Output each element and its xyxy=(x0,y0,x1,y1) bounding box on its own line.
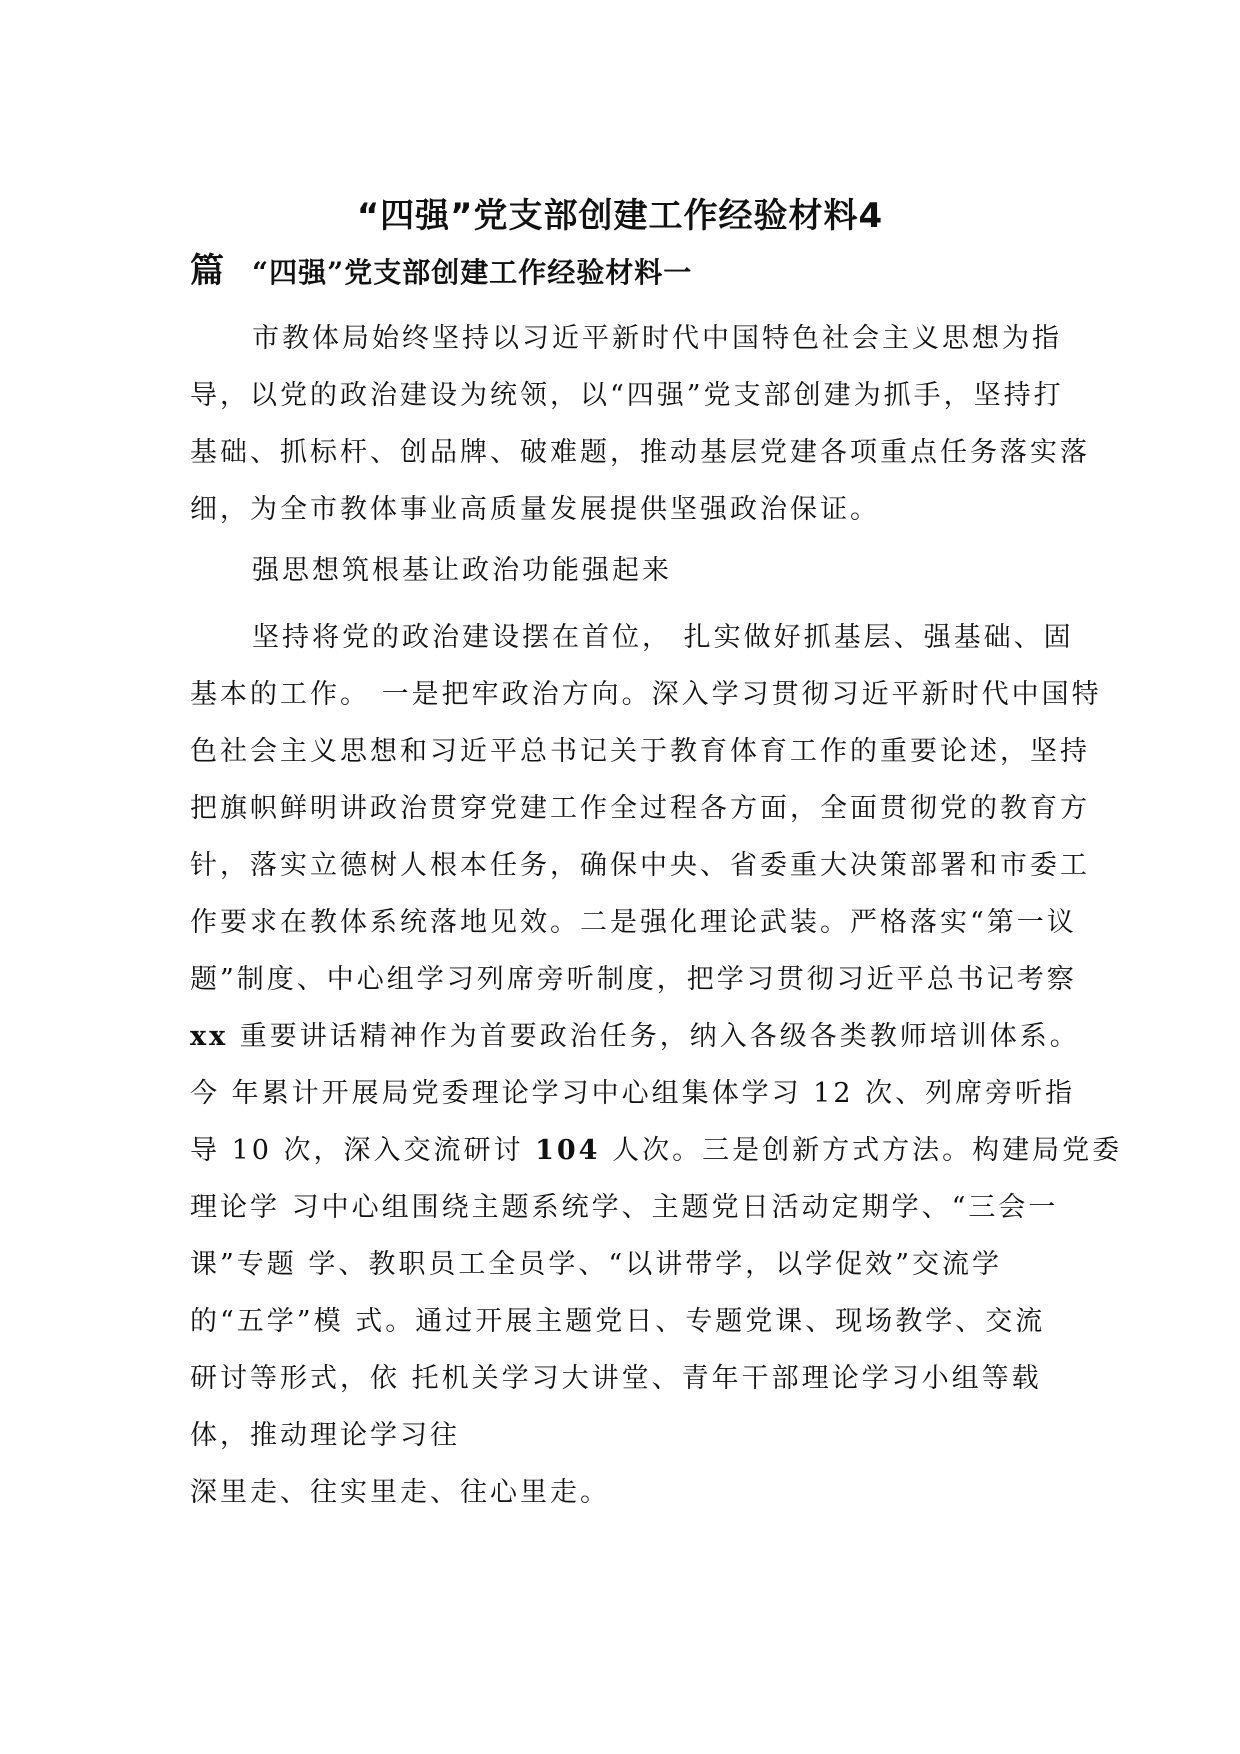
text-line: 导，以党的政治建设为统领，以“四强”党支部创建为抓手，坚持打 xyxy=(190,380,1064,411)
text-line: 导 10 次，深入交流研讨 104 人次。三是创新方式方法。构建局党委 xyxy=(190,1135,1123,1166)
section-heading-text: 强思想筑根基让政治功能强起来 xyxy=(252,555,672,586)
text-line: 今 年累计开展局党委理论学习中心组集体学习 12 次、列席旁听指 xyxy=(190,1078,1076,1109)
text-line: 针，落实立德树人根本任务，确保中央、省委重大决策部署和市委工 xyxy=(190,850,1090,881)
section-label: 篇 xyxy=(190,251,224,291)
text-line: 的“五学”模 式。通过开展主题党日、专题党课、现场教学、交流 xyxy=(190,1306,1046,1337)
text-line: 课”专题 学、教职员工全员学、“以讲带学，以学促效”交流学 xyxy=(190,1249,1002,1280)
text-line: 色社会主义思想和习近平总书记关于教育体育工作的重要论述，坚持 xyxy=(190,736,1090,767)
text-line: 细，为全市教体事业高质量发展提供坚强政治保证。 xyxy=(190,494,880,525)
text-line: 体，推动理论学习往 xyxy=(190,1420,460,1451)
section-heading xyxy=(190,243,692,292)
text-line: 理论学 习中心组围绕主题系统学、主题党日活动定期学、“三会一 xyxy=(190,1192,1059,1223)
text-line: 题”制度、中心组学习列席旁听制度，把学习贯彻习近平总书记考察 xyxy=(190,964,1077,995)
text-line: 研讨等形式，依 托机关学习大讲堂、青年干部理论学习小组等载 xyxy=(190,1363,1042,1394)
section-subtitle: “四强”党支部创建工作经验材料一 xyxy=(252,256,693,289)
text-line: 坚持将党的政治建设摆在首位， 扎实做好抓基层、强基础、固 xyxy=(252,622,1074,653)
text-line: 基础、抓标杆、创品牌、破难题，推动基层党建各项重点任务落实落 xyxy=(190,437,1090,468)
text-line: 作要求在教体系统落地见效。二是强化理论武装。严格落实“第一议 xyxy=(190,907,1077,938)
text-line: 深里走、往实里走、往心里走。 xyxy=(190,1477,610,1508)
text-line: 基本的工作。 一是把牢政治方向。深入学习贯彻习近平新时代中国特 xyxy=(190,679,1102,710)
text-line: xx 重要讲话精神作为首要政治任务，纳入各级各类教师培训体系。 xyxy=(190,1021,1080,1052)
document-title: “四强”党支部创建工作经验材料4 xyxy=(356,196,884,236)
text-line: 市教体局始终坚持以习近平新时代中国特色社会主义思想为指 xyxy=(252,323,1062,354)
text-line: 把旗帜鲜明讲政治贯穿党建工作全过程各方面，全面贯彻党的教育方 xyxy=(190,793,1090,824)
